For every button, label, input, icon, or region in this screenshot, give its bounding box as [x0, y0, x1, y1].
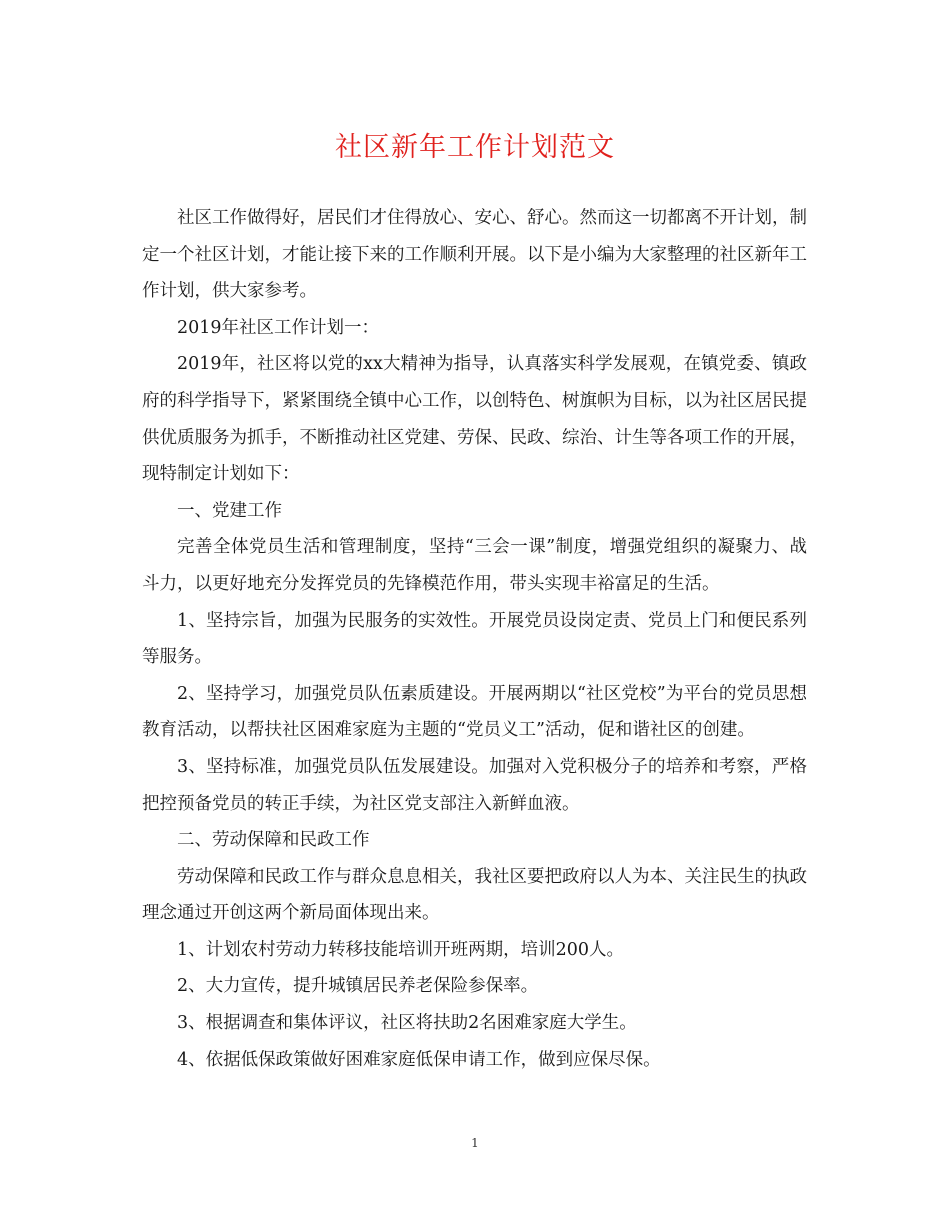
list-item-party-2: 2、坚持学习，加强党员队伍素质建设。开展两期以“社区党校”为平台的党员思想教育活动，以帮扶社区困难家庭为主题的“党员义工”活动，促和谐社区的创建。 [142, 683, 807, 741]
paragraph-intro: 社区工作做得好，居民们才住得放心、安心、舒心。然而这一切都离不开计划，制定一个社区计划，才能让接下来的工作顺利开展。以下是小编为大家整理的社区新年工作计划，供大家参考。 [142, 208, 807, 302]
list-item-labor-2: 2、大力宣传，提升城镇居民养老保险参保率。 [177, 976, 539, 997]
list-item-labor-4: 4、依据低保政策做好困难家庭低保申请工作，做到应保尽保。 [177, 1049, 661, 1070]
list-item-party-1: 1、坚持宗旨，加强为民服务的实效性。开展党员设岗定责、党员上门和便民系列等服务。 [142, 610, 807, 668]
section-heading-party-building: 一、党建工作 [177, 500, 282, 521]
paragraph-plan-heading: 2019年社区工作计划一： [177, 317, 380, 338]
list-item-labor-3: 3、根据调查和集体评议，社区将扶助2名困难家庭大学生。 [177, 1013, 637, 1034]
document-title: 社区新年工作计划范文 [335, 132, 615, 163]
page-number: 1 [471, 1136, 479, 1150]
list-item-labor-1: 1、计划农村劳动力转移技能培训开班两期，培训200人。 [177, 939, 625, 960]
section-heading-labor-civil: 二、劳动保障和民政工作 [177, 830, 370, 851]
list-item-party-3: 3、坚持标准，加强党员队伍发展建设。加强对入党积极分子的培养和考察，严格把控预备党员的转正手续，为社区党支部注入新鲜血液。 [142, 756, 807, 814]
paragraph-labor-civil: 劳动保障和民政工作与群众息息相关，我社区要把政府以人为本、关注民生的执政理念通过开创这两个新局面体现出来。 [142, 866, 807, 924]
document-body [142, 200, 807, 1078]
paragraph-party-building: 完善全体党员生活和管理制度，坚持“三会一课”制度，增强党组织的凝聚力、战斗力，以更好地充分发挥党员的先锋模范作用，带头实现丰裕富足的生活。 [142, 537, 807, 594]
paragraph-plan-overview: 2019年，社区将以党的xx大精神为指导，认真落实科学发展观，在镇党委、镇政府的科学指导下，紧紧围绕全镇中心工作，以创特色、树旗帜为目标，以为社区居民提供优质服务为抓手，不断推动社区党建、劳保、民政、综治、计生等各项工作的开展，现特制定计划如下： [142, 354, 807, 485]
